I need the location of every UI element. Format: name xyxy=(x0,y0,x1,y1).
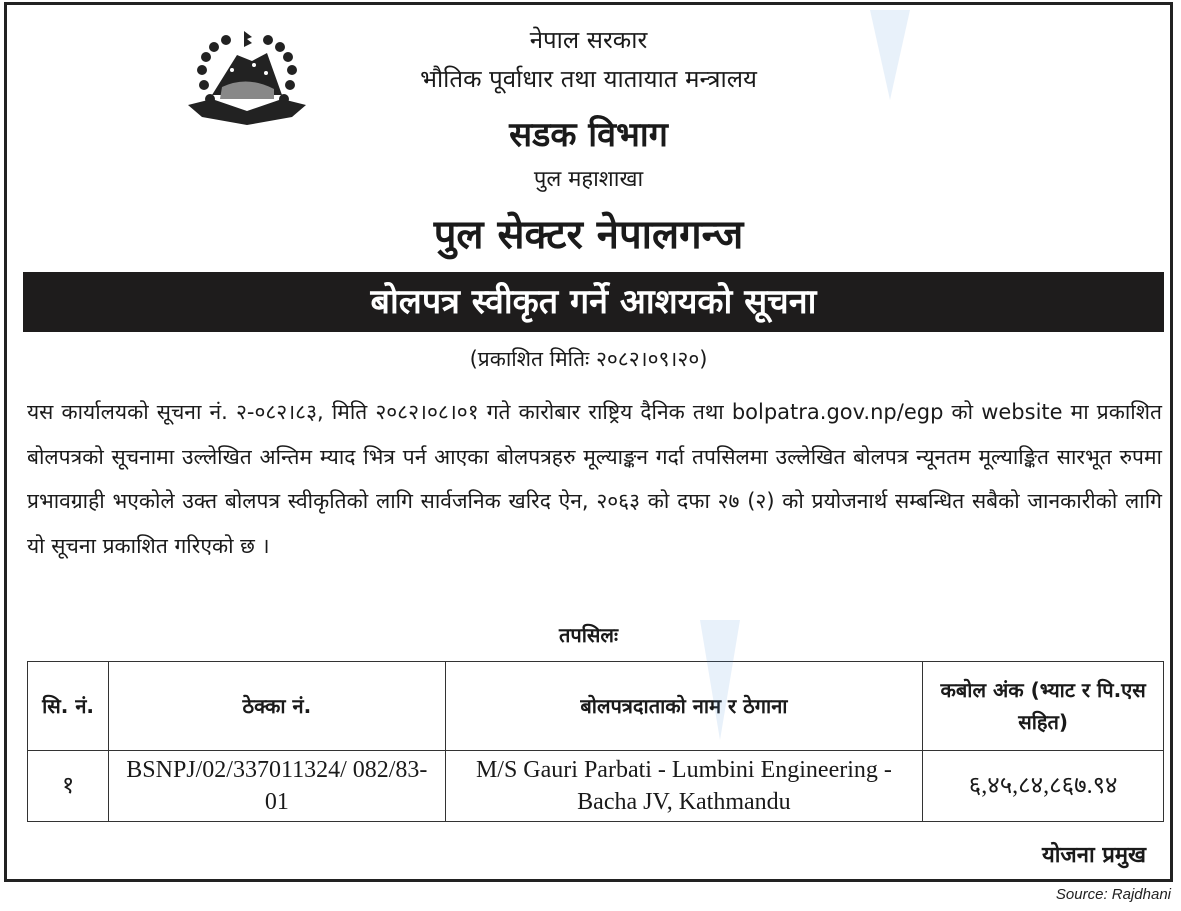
bid-table xyxy=(27,661,1164,822)
table-row xyxy=(28,751,1164,822)
notice-body: यस कार्यालयको सूचना नं. २-०८२।८३, मिति २०८२।०८।०१ गते कारोबार राष्ट्रिय दैनिक तथा bolpatra.gov.np/egp को website मा प्रकाशित बोलपत्रको सूचनामा उल्लेखित अन्तिम म्याद भित्र पर्न आएका बोलपत्रहरु मूल्याङ्कन गर्दा तपसिलमा उल्लेखित बोलपत्र न्यूनतम मूल्याङ्कित सारभूत रुपमा प्रभावग्राही भएकोले उक्त बोलपत्र स्वीकृतिको लागि सार्वजनिक खरिद ऐन, २०६३ को दफा २७ (२) को प्रयोजनार्थ सम्बन्धित सबैको जानकारीको लागि यो सूचना प्रकाशित गरिएको छ । xyxy=(27,400,1162,558)
notice-title-banner: बोलपत्र स्वीकृत गर्ने आशयको सूचना xyxy=(23,272,1164,332)
department-name: सडक विभाग xyxy=(509,115,668,155)
cell-bidder: M/S Gauri Parbati - Lumbini Engineering - Bacha JV, Kathmandu xyxy=(445,751,923,822)
office-name: पुल सेक्टर नेपालगन्ज xyxy=(433,212,744,258)
cell-amount: ६,४५,८४,८६७.९४ xyxy=(923,751,1164,822)
col-bidder: बोलपत्रदाताको नाम र ठेगाना xyxy=(445,662,923,751)
col-serial: सि. नं. xyxy=(28,662,109,751)
signatory: योजना प्रमुख xyxy=(1041,843,1146,868)
source-credit: Source: Rajdhani xyxy=(1055,886,1171,903)
notice-frame xyxy=(4,2,1173,882)
col-amount: कबोल अंक (भ्याट र पि.एस सहित) xyxy=(923,662,1164,751)
government-name: नेपाल सरकार xyxy=(529,26,648,54)
col-contract-no: ठेक्का नं. xyxy=(109,662,445,751)
cell-contract-no: BSNPJ/02/337011324/ 082/83-01 xyxy=(109,751,445,822)
schedule-label: तपसिलः xyxy=(558,623,619,647)
table-header-row xyxy=(28,662,1164,751)
published-date: (प्रकाशित मितिः २०८२।०९।२०) xyxy=(469,347,708,371)
ministry-name: भौतिक पूर्वाधार तथा यातायात मन्त्रालय xyxy=(420,65,757,93)
cell-serial: १ xyxy=(28,751,109,822)
division-name: पुल महाशाखा xyxy=(533,167,644,192)
